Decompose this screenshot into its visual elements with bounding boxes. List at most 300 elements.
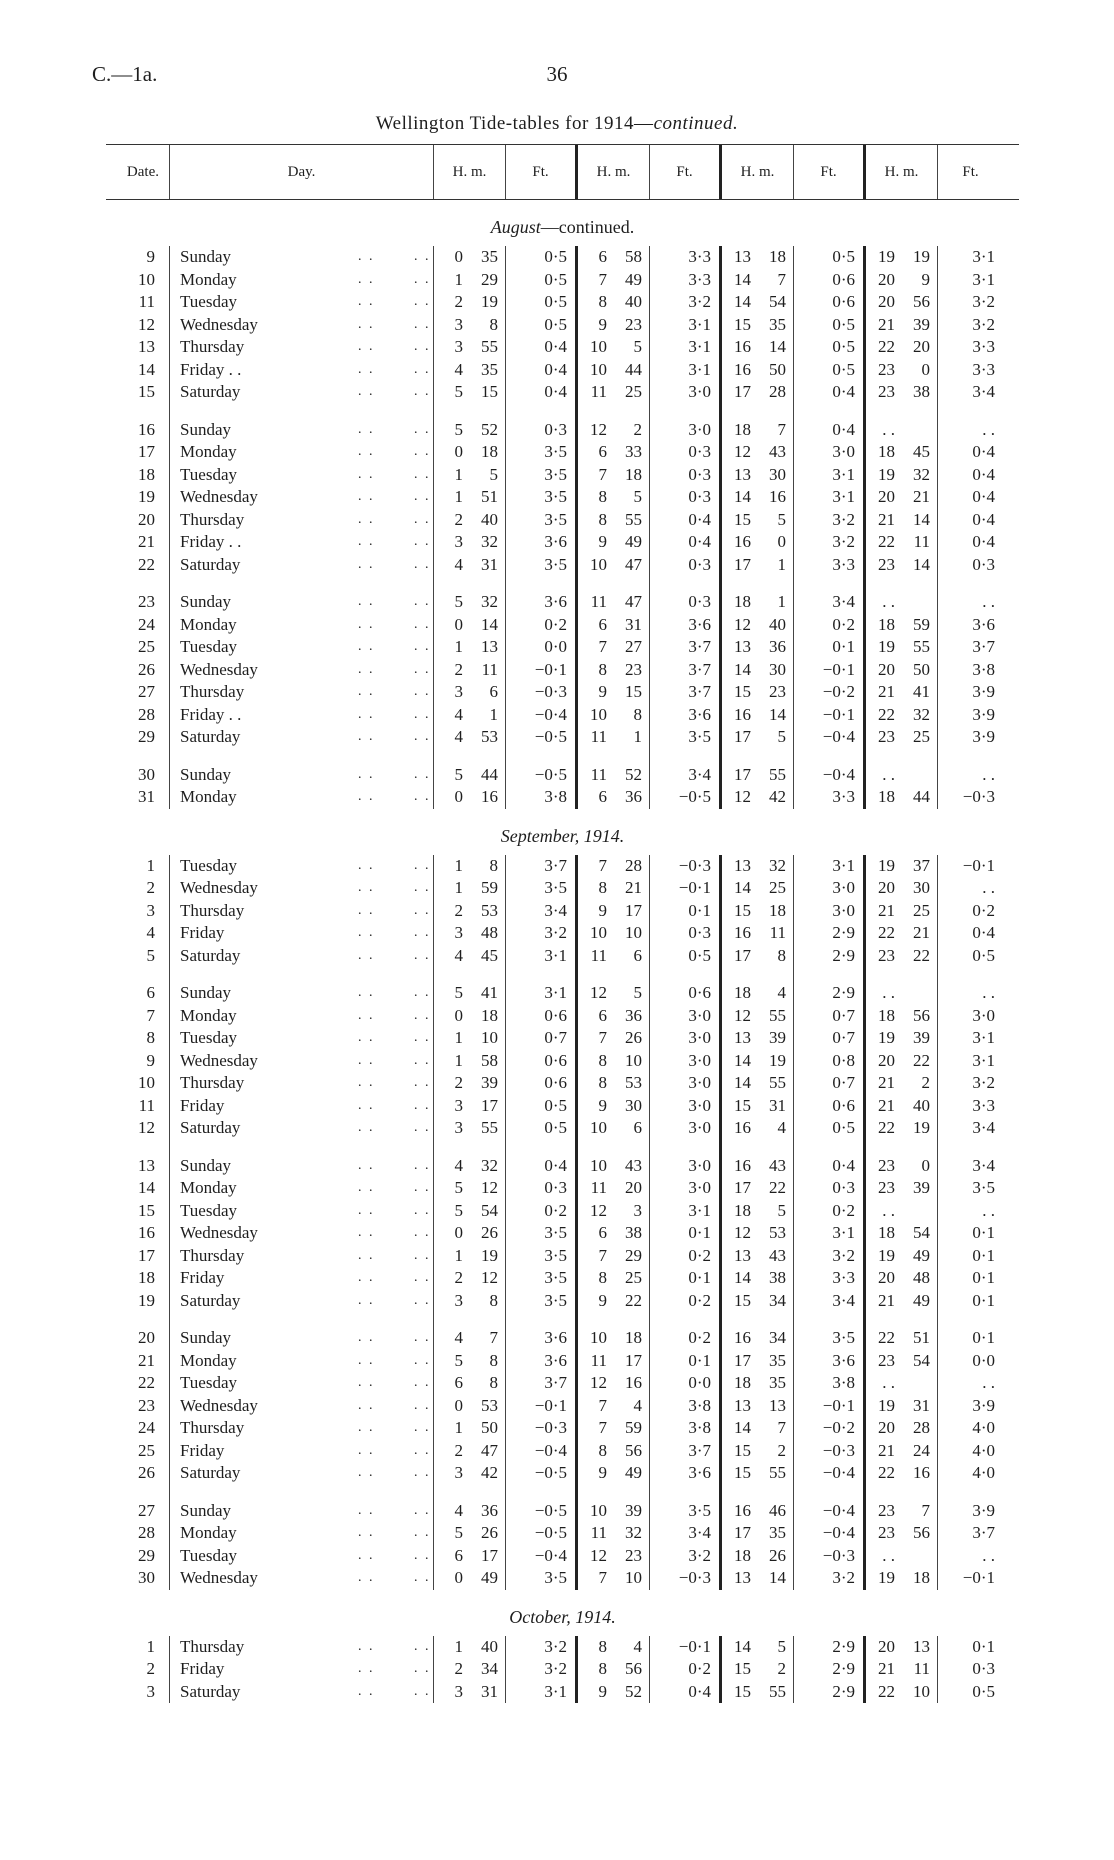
ft-2-cell: 3·3 <box>650 246 722 269</box>
leader-dots-b: . . <box>414 1247 431 1263</box>
hour-3-cell: 13 <box>734 1395 751 1415</box>
min-4-cell: 2 <box>898 1072 938 1095</box>
date-cell: 29 <box>106 726 170 749</box>
gap-cell <box>722 1485 754 1500</box>
min-3-cell: 13 <box>754 1395 794 1418</box>
leader-dots-a: . . <box>358 271 375 287</box>
page-title-tail: continued. <box>653 113 739 134</box>
gap-cell <box>332 404 434 419</box>
ft-2-cell: 0·1 <box>650 900 722 923</box>
gap-cell <box>754 576 794 591</box>
hour-3-cell: 14 <box>734 487 751 506</box>
ft-3-cell: 3·8 <box>794 1372 866 1395</box>
min-4-cell: 31 <box>898 1395 938 1418</box>
min-4-cell: 38 <box>898 381 938 404</box>
gap-cell <box>170 1140 332 1155</box>
gap-cell <box>610 1140 650 1155</box>
day-cell: Saturday <box>180 382 241 401</box>
hour-3-cell: 15 <box>734 1440 751 1460</box>
gap-cell <box>170 1485 332 1500</box>
date-cell: 24 <box>106 614 170 637</box>
date-cell: 17 <box>106 441 170 464</box>
hour-3-cell: 17 <box>734 945 751 965</box>
gap-cell <box>754 1485 794 1500</box>
gap-cell <box>106 1140 170 1155</box>
min-4-cell: 41 <box>898 681 938 704</box>
leader-dots-b: . . <box>414 1420 431 1435</box>
hour-1-cell: 1 <box>454 464 463 484</box>
hour-2-cell: 10 <box>590 337 607 356</box>
ft-1-cell: 3·1 <box>506 982 578 1005</box>
table-row <box>106 1440 1019 1463</box>
hour-3-cell: 15 <box>734 682 751 701</box>
gap-cell <box>106 1485 170 1500</box>
hour-2-cell: 8 <box>598 1659 607 1678</box>
hour-2-cell: 8 <box>598 1268 607 1287</box>
day-cell: Thursday <box>180 1636 245 1656</box>
min-2-cell: 23 <box>610 659 650 682</box>
hour-3-cell: 13 <box>734 464 751 484</box>
leader-dots-b: . . <box>414 1375 431 1390</box>
day-cell: Thursday <box>180 337 245 356</box>
ft-4-cell: −0·1 <box>962 1568 995 1587</box>
ft-3-cell: 2·9 <box>794 982 866 1005</box>
hour-2-cell: 7 <box>598 855 607 875</box>
table-row <box>106 1117 1019 1140</box>
ft-3-cell: 3·1 <box>794 464 866 487</box>
gap-cell <box>866 1140 898 1155</box>
min-2-cell: 52 <box>610 1681 650 1704</box>
min-3-cell: 0 <box>754 531 794 554</box>
min-1-cell: 58 <box>466 1050 506 1073</box>
leader-dots-a: . . <box>358 1465 375 1480</box>
leader-dots-a: . . <box>358 1292 375 1308</box>
hour-1-cell: 3 <box>454 1118 463 1137</box>
ft-2-cell: 0·2 <box>650 1327 722 1350</box>
leader-dots <box>332 726 434 749</box>
ft-3-cell: 0·4 <box>794 419 866 442</box>
day-cell: Wednesday <box>180 1050 258 1070</box>
min-4-cell: 19 <box>898 1117 938 1140</box>
gap-cell <box>466 749 506 764</box>
ft-4-cell: . . <box>982 764 995 784</box>
table-row <box>106 659 1019 682</box>
hour-1-cell: 1 <box>454 878 463 897</box>
hour-4-cell: 18 <box>878 1005 895 1025</box>
ft-3-cell: 3·6 <box>794 1350 866 1373</box>
ft-2-cell: −0·1 <box>650 1636 722 1659</box>
ft-3-cell: −0·4 <box>794 1500 866 1523</box>
leader-dots <box>332 659 434 682</box>
min-4-cell: 0 <box>898 1155 938 1178</box>
date-cell: 21 <box>106 1350 170 1373</box>
ft-4-cell: 3·9 <box>972 682 995 701</box>
min-4-cell: 39 <box>898 314 938 337</box>
hour-2-cell: 11 <box>590 382 607 401</box>
leader-dots-b: . . <box>414 511 431 527</box>
day-cell: Thursday <box>180 509 245 529</box>
hour-2-cell: 9 <box>598 314 607 334</box>
min-3-cell: 55 <box>754 1005 794 1028</box>
table-row <box>106 1327 1019 1350</box>
hour-4-cell: 22 <box>878 1118 895 1137</box>
gap-cell <box>650 967 722 982</box>
min-4-cell: 56 <box>898 1522 938 1545</box>
ft-2-cell: 3·0 <box>650 381 722 404</box>
leader-dots <box>332 1177 434 1200</box>
ft-3-cell: 3·1 <box>794 486 866 509</box>
page-title <box>0 113 1114 135</box>
day-cell: Friday . . <box>180 704 242 724</box>
hour-1-cell: 1 <box>454 269 463 289</box>
ft-4-cell: 4·0 <box>972 1440 995 1460</box>
ft-3-cell: 2·9 <box>794 945 866 968</box>
hour-2-cell: 7 <box>598 464 607 484</box>
min-1-cell: 17 <box>466 1095 506 1118</box>
ft-4-cell: 0·1 <box>972 1223 995 1242</box>
hour-2-cell: 7 <box>598 1395 607 1415</box>
date-cell: 1 <box>106 1636 170 1659</box>
leader-dots-a: . . <box>358 1270 375 1285</box>
ft-2-cell: 3·0 <box>650 1155 722 1178</box>
day-cell: Monday <box>180 1523 237 1542</box>
leader-dots-a: . . <box>358 1180 375 1195</box>
ft-3-cell: 0·5 <box>794 314 866 337</box>
hour-1-cell: 1 <box>454 637 463 656</box>
ft-2-cell: 3·3 <box>650 269 722 292</box>
ft-1-cell: −0·5 <box>506 764 578 787</box>
hour-4-cell: . . <box>882 1373 895 1392</box>
date-cell: 28 <box>106 704 170 727</box>
ft-1-cell: −0·4 <box>506 1440 578 1463</box>
min-3-cell: 23 <box>754 681 794 704</box>
min-1-cell: 17 <box>466 1545 506 1568</box>
leader-dots-b: . . <box>414 1638 431 1654</box>
week-gap <box>106 749 1019 764</box>
min-1-cell: 35 <box>466 359 506 382</box>
min-3-cell: 43 <box>754 1155 794 1178</box>
ft-4-cell: 4·0 <box>972 1418 995 1437</box>
min-2-cell: 18 <box>610 464 650 487</box>
leader-dots-b: . . <box>414 1007 431 1023</box>
min-4-cell: 59 <box>898 614 938 637</box>
min-3-cell: 46 <box>754 1500 794 1523</box>
gap-cell <box>898 404 938 419</box>
date-cell: 27 <box>106 681 170 704</box>
leader-dots <box>332 269 434 292</box>
leader-dots <box>332 359 434 382</box>
day-cell: Saturday <box>180 554 241 574</box>
hour-1-cell: 2 <box>454 509 463 529</box>
hour-3-cell: 17 <box>734 727 751 746</box>
min-1-cell: 26 <box>466 1222 506 1245</box>
date-cell: 12 <box>106 1117 170 1140</box>
hour-1-cell: 3 <box>454 682 463 701</box>
ft-1-cell: 0·6 <box>506 1050 578 1073</box>
day-cell: Sunday <box>180 419 231 439</box>
leader-dots <box>332 509 434 532</box>
ft-2-cell: 0·6 <box>650 982 722 1005</box>
leader-dots <box>332 1267 434 1290</box>
ft-4-cell: . . <box>982 592 995 611</box>
table-row <box>106 1395 1019 1418</box>
day-cell: Saturday <box>180 727 241 746</box>
min-3-cell: 35 <box>754 1522 794 1545</box>
min-1-cell: 34 <box>466 1658 506 1681</box>
gap-cell <box>466 1485 506 1500</box>
min-1-cell: 51 <box>466 486 506 509</box>
leader-dots-a: . . <box>358 489 375 504</box>
min-3-cell: 32 <box>754 855 794 878</box>
leader-dots <box>332 1395 434 1418</box>
ft-4-cell: 0·1 <box>972 1268 995 1287</box>
ft-3-cell: 3·5 <box>794 1327 866 1350</box>
table-row <box>106 1350 1019 1373</box>
hour-4-cell: 21 <box>878 1073 895 1092</box>
date-cell: 20 <box>106 509 170 532</box>
ft-4-cell: 3·9 <box>972 1395 995 1415</box>
leader-dots <box>332 1350 434 1373</box>
hour-1-cell: 5 <box>454 592 463 611</box>
ft-1-cell: 0·5 <box>506 1117 578 1140</box>
leader-dots-a: . . <box>358 1375 375 1390</box>
leader-dots <box>332 531 434 554</box>
ft-4-cell: 3·5 <box>972 1178 995 1197</box>
gap-cell <box>434 1312 466 1327</box>
hour-3-cell: 12 <box>734 1005 751 1025</box>
hour-4-cell: 23 <box>878 554 895 574</box>
hour-4-cell: 20 <box>878 1636 895 1656</box>
hour-1-cell: 5 <box>454 1178 463 1197</box>
min-4-cell <box>898 982 938 1005</box>
leader-dots-b: . . <box>414 1292 431 1308</box>
min-1-cell: 53 <box>466 726 506 749</box>
leader-dots-b: . . <box>414 1180 431 1195</box>
min-1-cell: 36 <box>466 1500 506 1523</box>
hour-3-cell: 12 <box>734 442 751 461</box>
hour-3-cell: 15 <box>734 900 751 920</box>
ft-1-cell: −0·1 <box>506 659 578 682</box>
date-cell: 16 <box>106 1222 170 1245</box>
leader-dots-a: . . <box>358 1397 375 1413</box>
ft-1-cell: 0·5 <box>506 269 578 292</box>
min-1-cell: 40 <box>466 509 506 532</box>
date-cell: 26 <box>106 659 170 682</box>
min-3-cell: 34 <box>754 1327 794 1350</box>
date-cell: 25 <box>106 1440 170 1463</box>
hour-4-cell: 21 <box>878 1290 895 1310</box>
leader-dots-b: . . <box>414 902 431 918</box>
gap-cell <box>866 1312 898 1327</box>
gap-cell <box>938 404 999 419</box>
leader-dots-b: . . <box>414 271 431 287</box>
date-cell: 2 <box>106 877 170 900</box>
min-4-cell: 54 <box>898 1350 938 1373</box>
day-cell: Saturday <box>180 1118 241 1137</box>
table-row <box>106 269 1019 292</box>
min-2-cell: 25 <box>610 381 650 404</box>
leader-dots-a: . . <box>358 1547 375 1563</box>
leader-dots <box>332 922 434 945</box>
min-3-cell: 53 <box>754 1222 794 1245</box>
hour-1-cell: 0 <box>454 1568 463 1587</box>
min-2-cell: 16 <box>610 1372 650 1395</box>
leader-dots-a: . . <box>358 1075 375 1090</box>
min-4-cell: 45 <box>898 441 938 464</box>
min-1-cell: 45 <box>466 945 506 968</box>
ft-2-cell: 3·6 <box>650 704 722 727</box>
gap-cell <box>506 967 578 982</box>
leader-dots <box>332 1440 434 1463</box>
table-row <box>106 531 1019 554</box>
gap-cell <box>170 749 332 764</box>
min-2-cell: 10 <box>610 922 650 945</box>
min-3-cell: 28 <box>754 381 794 404</box>
table-row <box>106 1417 1019 1440</box>
leader-dots <box>332 982 434 1005</box>
gap-cell <box>610 967 650 982</box>
date-cell: 17 <box>106 1245 170 1268</box>
hour-1-cell: 1 <box>454 1245 463 1265</box>
document-reference: C.—1a. <box>92 62 158 86</box>
gap-cell <box>106 749 170 764</box>
hour-1-cell: 5 <box>454 1350 463 1370</box>
date-cell: 10 <box>106 1072 170 1095</box>
leader-dots <box>332 1567 434 1590</box>
leader-dots-b: . . <box>414 534 431 549</box>
ft-4-cell: 3·6 <box>972 614 995 634</box>
leader-dots <box>332 291 434 314</box>
hour-1-cell: 2 <box>454 292 463 311</box>
date-cell: 3 <box>106 1681 170 1704</box>
hour-2-cell: 9 <box>598 532 607 551</box>
min-4-cell <box>898 1545 938 1568</box>
date-cell: 11 <box>106 1095 170 1118</box>
leader-dots-a: . . <box>358 985 375 1000</box>
hour-2-cell: 8 <box>598 1050 607 1070</box>
min-2-cell: 10 <box>610 1567 650 1590</box>
min-2-cell: 15 <box>610 681 650 704</box>
ft-4-cell: . . <box>982 1200 995 1220</box>
gap-cell <box>898 1312 938 1327</box>
hour-4-cell: 18 <box>878 787 895 806</box>
min-2-cell: 5 <box>610 336 650 359</box>
ft-2-cell: 3·7 <box>650 681 722 704</box>
hour-4-cell: 19 <box>878 1028 895 1047</box>
min-3-cell: 22 <box>754 1177 794 1200</box>
leader-dots-a: . . <box>358 339 375 354</box>
leader-dots <box>332 419 434 442</box>
gap-cell <box>898 967 938 982</box>
hour-3-cell: 17 <box>734 1523 751 1542</box>
table-row <box>106 1290 1019 1313</box>
ft-3-cell: 2·9 <box>794 1681 866 1704</box>
table-row <box>106 1372 1019 1395</box>
min-1-cell: 29 <box>466 269 506 292</box>
hour-4-cell: 18 <box>878 1223 895 1242</box>
table-row <box>106 1267 1019 1290</box>
ft-4-cell: 3·9 <box>972 704 995 724</box>
min-2-cell: 25 <box>610 1267 650 1290</box>
ft-1-cell: 3·5 <box>506 464 578 487</box>
min-1-cell: 50 <box>466 1417 506 1440</box>
gap-cell <box>610 749 650 764</box>
leader-dots-a: . . <box>358 857 375 873</box>
min-4-cell: 21 <box>898 922 938 945</box>
hour-3-cell: 14 <box>734 269 751 289</box>
ft-3-cell: −0·4 <box>794 764 866 787</box>
min-3-cell: 5 <box>754 726 794 749</box>
ft-4-cell: . . <box>982 1373 995 1392</box>
week-gap <box>106 576 1019 591</box>
min-1-cell: 12 <box>466 1267 506 1290</box>
ft-4-cell: −0·3 <box>962 787 995 806</box>
leader-dots-b: . . <box>414 594 431 609</box>
leader-dots <box>332 1005 434 1028</box>
gap-cell <box>866 1485 898 1500</box>
min-4-cell: 16 <box>898 1462 938 1485</box>
day-cell: Sunday <box>180 592 231 611</box>
hour-1-cell: 0 <box>454 1005 463 1025</box>
day-cell: Wednesday <box>180 1223 258 1242</box>
ft-3-cell: 3·2 <box>794 1567 866 1590</box>
min-4-cell: 49 <box>898 1245 938 1268</box>
gap-cell <box>434 1140 466 1155</box>
min-2-cell: 17 <box>610 1350 650 1373</box>
ft-1-cell: −0·1 <box>506 1395 578 1418</box>
ft-1-cell: 3·6 <box>506 531 578 554</box>
min-1-cell: 39 <box>466 1072 506 1095</box>
table-row <box>106 1658 1019 1681</box>
date-cell: 29 <box>106 1545 170 1568</box>
ft-1-cell: 3·5 <box>506 554 578 577</box>
hour-2-cell: 7 <box>598 1418 607 1437</box>
day-cell: Friday <box>180 1095 225 1115</box>
ft-1-cell: 3·8 <box>506 786 578 809</box>
gap-cell <box>610 1485 650 1500</box>
leader-dots-a: . . <box>358 316 375 332</box>
leader-dots-b: . . <box>414 1052 431 1068</box>
hour-4-cell: 19 <box>878 637 895 656</box>
min-3-cell: 18 <box>754 900 794 923</box>
min-3-cell: 55 <box>754 1072 794 1095</box>
min-1-cell: 31 <box>466 1681 506 1704</box>
min-1-cell: 35 <box>466 246 506 269</box>
hour-4-cell: 23 <box>878 382 895 401</box>
day-cell: Sunday <box>180 1155 231 1175</box>
leader-dots-b: . . <box>414 661 431 677</box>
gap-cell <box>578 749 610 764</box>
table-row <box>106 764 1019 787</box>
leader-dots-a: . . <box>358 661 375 677</box>
ft-2-cell: 3·1 <box>650 314 722 337</box>
gap-cell <box>722 404 754 419</box>
ft-1-cell: 3·1 <box>506 945 578 968</box>
ft-2-cell: 0·3 <box>650 486 722 509</box>
leader-dots-a: . . <box>358 947 375 963</box>
min-2-cell: 40 <box>610 291 650 314</box>
min-4-cell: 37 <box>898 855 938 878</box>
ft-1-cell: −0·4 <box>506 704 578 727</box>
min-1-cell: 26 <box>466 1522 506 1545</box>
min-1-cell: 18 <box>466 1005 506 1028</box>
table-row <box>106 877 1019 900</box>
hour-2-cell: 7 <box>598 1028 607 1047</box>
gap-cell <box>106 404 170 419</box>
header-hm-4: H. m. <box>866 145 938 199</box>
hour-4-cell: 22 <box>878 1463 895 1482</box>
date-cell: 28 <box>106 1522 170 1545</box>
